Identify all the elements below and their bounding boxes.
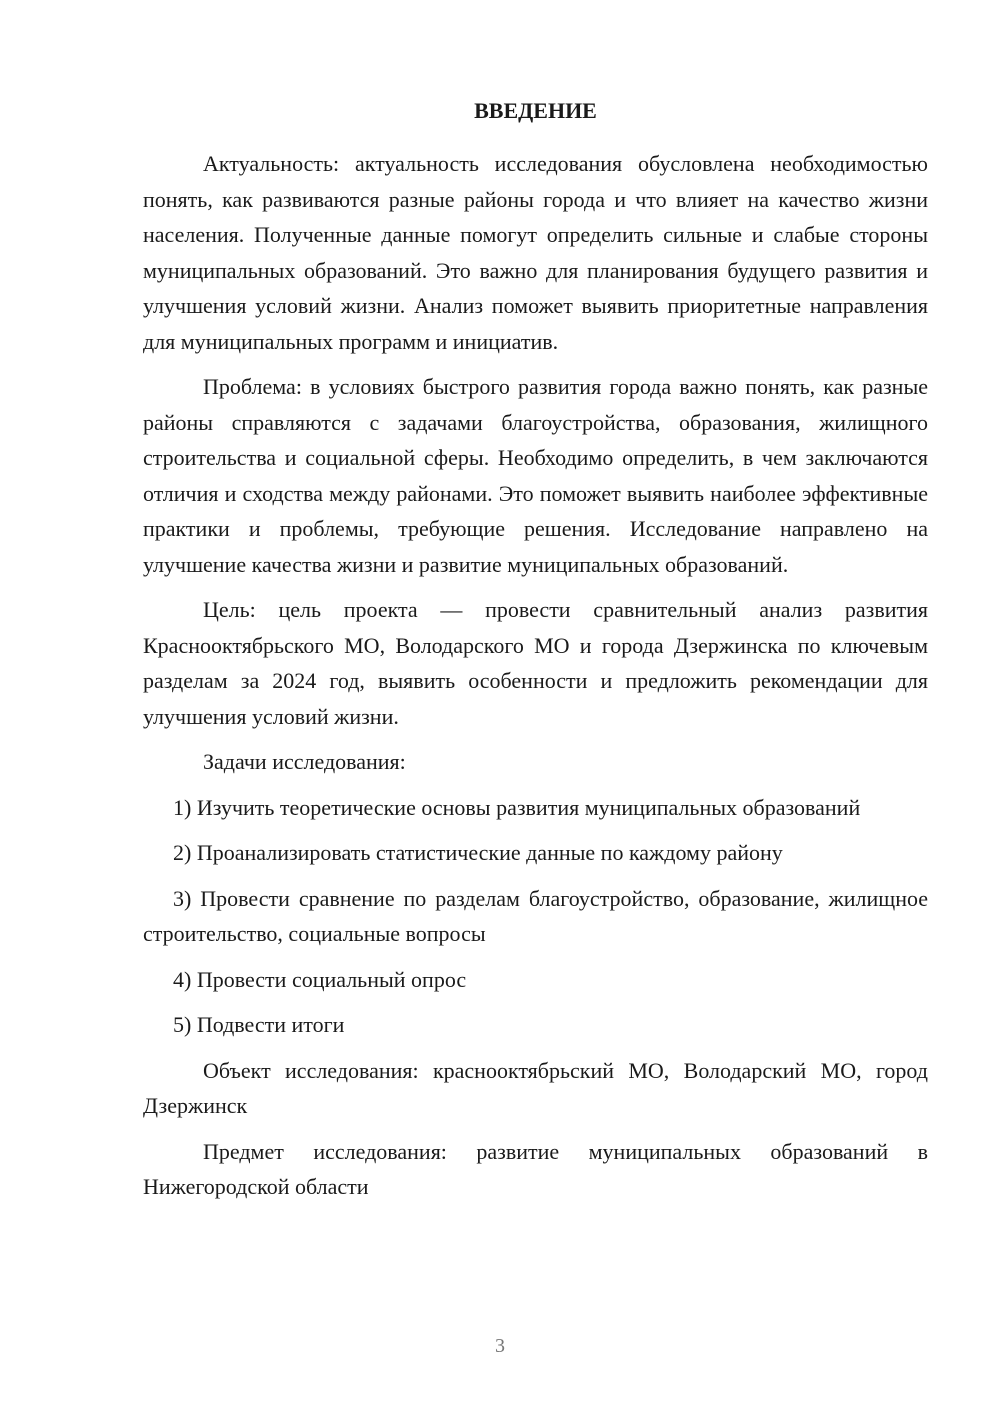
page-number: 3 <box>495 1335 505 1357</box>
goal-paragraph: Цель: цель проекта — провести сравнительный анализ развития Краснооктябрьского МО, Володарского МО и города Дзержинска по ключевым разделам за 2024 год, выявить особенности и предложить рекомендации для улучшения условий жизни. <box>143 597 928 729</box>
problem-paragraph: Проблема: в условиях быстрого развития города важно понять, как разные районы справляются с задачами благоустройства, образования, жилищного строительства и социальной сферы. Необходимо определить, в чем заключаются отличия и сходства между районами. Это поможет выявить наиболее эффективные практики и проблемы, требующие решения. Исследование направлено на улучшение качества жизни и развитие муниципальных образований. <box>143 374 928 577</box>
subject-paragraph: Предмет исследования: развитие муниципальных образований в Нижегородской области <box>143 1138 928 1199</box>
relevance-paragraph: Актуальность: актуальность исследования обусловлена необходимостью понять, как развиваются разные районы города и что влияет на качество жизни населения. Полученные данные помогут определить сильные и слабые стороны муниципальных образований. Это важно для планирования будущего развития и улучшения условий жизни. Анализ поможет выявить приоритетные направления для муниципальных программ и инициатив. <box>143 151 928 354</box>
task-item-4: 4) Провести социальный опрос <box>173 966 467 992</box>
section-heading: ВВЕДЕНИЕ <box>474 98 597 123</box>
document-page <box>143 96 928 1215</box>
task-item-3: 3) Провести сравнение по разделам благоустройство, образование, жилищное строительство, социальные вопросы <box>143 885 928 946</box>
task-item-5: 5) Подвести итоги <box>173 1012 345 1037</box>
tasks-heading: Задачи исследования: <box>203 749 406 774</box>
task-item-2: 2) Проанализировать статистические данные по каждому району <box>173 840 783 865</box>
object-paragraph: Объект исследования: краснооктябрьский МО, Володарский МО, город Дзержинск <box>143 1057 928 1118</box>
task-item-1: 1) Изучить теоретические основы развития муниципальных образований <box>173 794 861 820</box>
